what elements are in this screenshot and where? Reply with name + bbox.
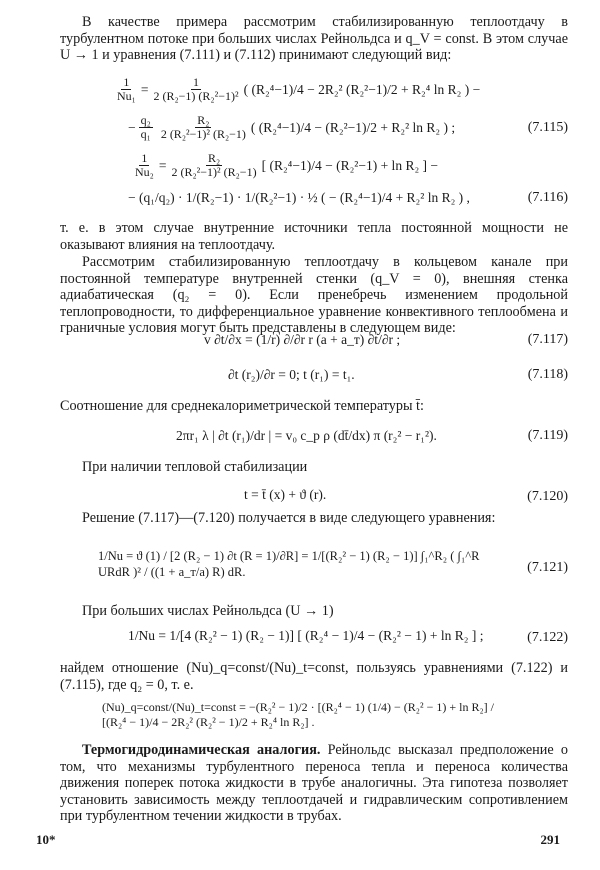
equation-7-117: v ∂t/∂x = (1/r) ∂/∂r r (a + a_т) ∂t/∂r ;: [204, 332, 401, 347]
equation-body: [ (R₂⁴−1)/4 − (R₂²−1) + ln R₂ ] −: [261, 157, 439, 173]
paragraph-conclusion: т. е. в этом случае внутренние источники тепла постоянной мощности не оказывают влияния на теплоотдачу.: [60, 220, 568, 253]
equation-7-119: 2πr₁ λ | ∂t (r₁)/dr | = v₀ c_p ρ (dt̄/dx) π (r₂² − r₁²).: [176, 428, 437, 443]
paragraph-intro: В качестве примера рассмотрим стабилизированную теплоотдачу в турбулентном потоке при больших числах Рейнольдса и q_V = const. В этом случае U → 1 и уравнения (7.111) и (7.112) принимают следующий вид:: [60, 14, 568, 64]
equation-7-116-line2: [128, 190, 470, 206]
paragraph-stabilization: При наличии тепловой стабилизации: [82, 459, 308, 475]
equation-7-115-line2: − $\frac{\text{q₂}}{\text{q₁}}$ $\frac{\text{R₂}}{\text{2 (R₂²−1)² (R₂−1)}}$ ( (R₂⁴−1)/4 − (R₂²−1)/2 + R₂² ln R₂ ) ;: [128, 113, 456, 141]
equation-number: (7.116): [527, 190, 568, 205]
page-number: 291: [540, 832, 560, 847]
equation-7-116-line1: $\frac{1}{\text{Nu₂}}$ = $\frac{\text{R₂}}{\text{2 (R₂²−1)² (R₂−1)}}$ [ (R₂⁴−1)/4 − (R₂²−1) + ln R₂ ] −: [135, 151, 439, 179]
equation-number: (7.121): [527, 560, 568, 575]
fraction: $\frac{1}{\text{Nu₁}}$: [117, 75, 136, 103]
paragraph-ratio: найдем отношение (Nu)_q=const/(Nu)_t=const, пользуясь уравнениями (7.122) и (7.115), где q₂ = 0, т. е.: [60, 660, 568, 693]
section-run-in-title: Термогидродинамическая аналогия.: [82, 742, 321, 758]
equation-7-118: ∂t (r₂)/∂r = 0; t (r₁) = t₁.: [228, 367, 355, 382]
paragraph-large-reynolds: При больших числах Рейнольдса (U → 1): [82, 603, 334, 619]
paragraph-mean-temperature: Соотношение для среднекалориметрической температуры t̄:: [60, 398, 424, 414]
equation-7-115-line1: $\frac{1}{\text{Nu₁}}$ = $\frac{1}{\text{2 (R₂−1) (R₂²−1)²}}$ ( (R₂⁴−1)/4 − 2R₂² (R₂²−1)/2 + R₂⁴ ln R₂ ) −: [117, 75, 481, 103]
equation-number: (7.122): [527, 630, 568, 645]
equation-number: (7.117): [527, 332, 568, 347]
equation-nu-ratio: (Nu)_q=const/(Nu)_t=const = −(R₂² − 1)/2 · [(R₂⁴ − 1) (1/4) − (R₂² − 1) + ln R₂] / [(R₂⁴ − 1)/4 − 2R₂² (R₂² − 1)/2 + R₂⁴ ln R₂] .: [102, 700, 494, 729]
equation-7-120: t = t̄ (x) + ϑ (r).: [244, 487, 327, 502]
paragraph-analogy: Термогидродинамическая аналогия. Рейнольдс высказал предположение о том, что механизмы турбулентного переноса тепла и переноса количества движения поперек потока жидкости в трубе аналогичны. Эта гипотеза позволяет установить зависимость между теплоотдачей и гидравлическим сопротивлением при турбулентном течении жидкости в трубах.: [60, 742, 568, 825]
equation-body: ( (R₂⁴−1)/4 − (R₂²−1)/2 + R₂² ln R₂ ) ;: [250, 119, 456, 135]
equation-body: ( (R₂⁴−1)/4 − 2R₂² (R₂²−1)/2 + R₂⁴ ln R₂ ) −: [243, 81, 481, 97]
paragraph-annular-channel: Рассмотрим стабилизированную теплоотдачу в кольцевом канале при постоянной температуре внутренней стенки (q_V = 0), внешняя стенка адиабатическая (q₂ = 0). Если пренебречь изменением продольной теплопроводности, то дифференциальное уравнение конвективного теплообмена и граничные условия могут быть представлены в следующем виде:: [60, 254, 568, 337]
equation-body: − (q₁/q₂) · 1/(R₂−1) · 1/(R₂²−1) · ½ ( − (R₂⁴−1)/4 + R₂² ln R₂ ) ,: [128, 190, 470, 205]
equation-7-122: 1/Nu = 1/[4 (R₂² − 1) (R₂ − 1)] [ (R₂⁴ − 1)/4 − (R₂² − 1) + ln R₂ ] ;: [128, 628, 484, 643]
signature-mark: 10*: [36, 832, 56, 847]
equation-number: (7.119): [527, 428, 568, 443]
equation-number: (7.120): [527, 489, 568, 504]
equation-number: (7.118): [527, 367, 568, 382]
paragraph-solution: Решение (7.117)—(7.120) получается в виде следующего уравнения:: [82, 510, 496, 526]
equation-7-121: 1/Nu = ϑ (1) / [2 (R₂ − 1) ∂t (R = 1)/∂R] = 1/[(R₂² − 1) (R₂ − 1)] ∫₁^R₂ ( ∫₁^R URdR )² / ((1 + a_т/a) R) dR.: [98, 549, 480, 579]
equation-number: (7.115): [527, 120, 568, 135]
